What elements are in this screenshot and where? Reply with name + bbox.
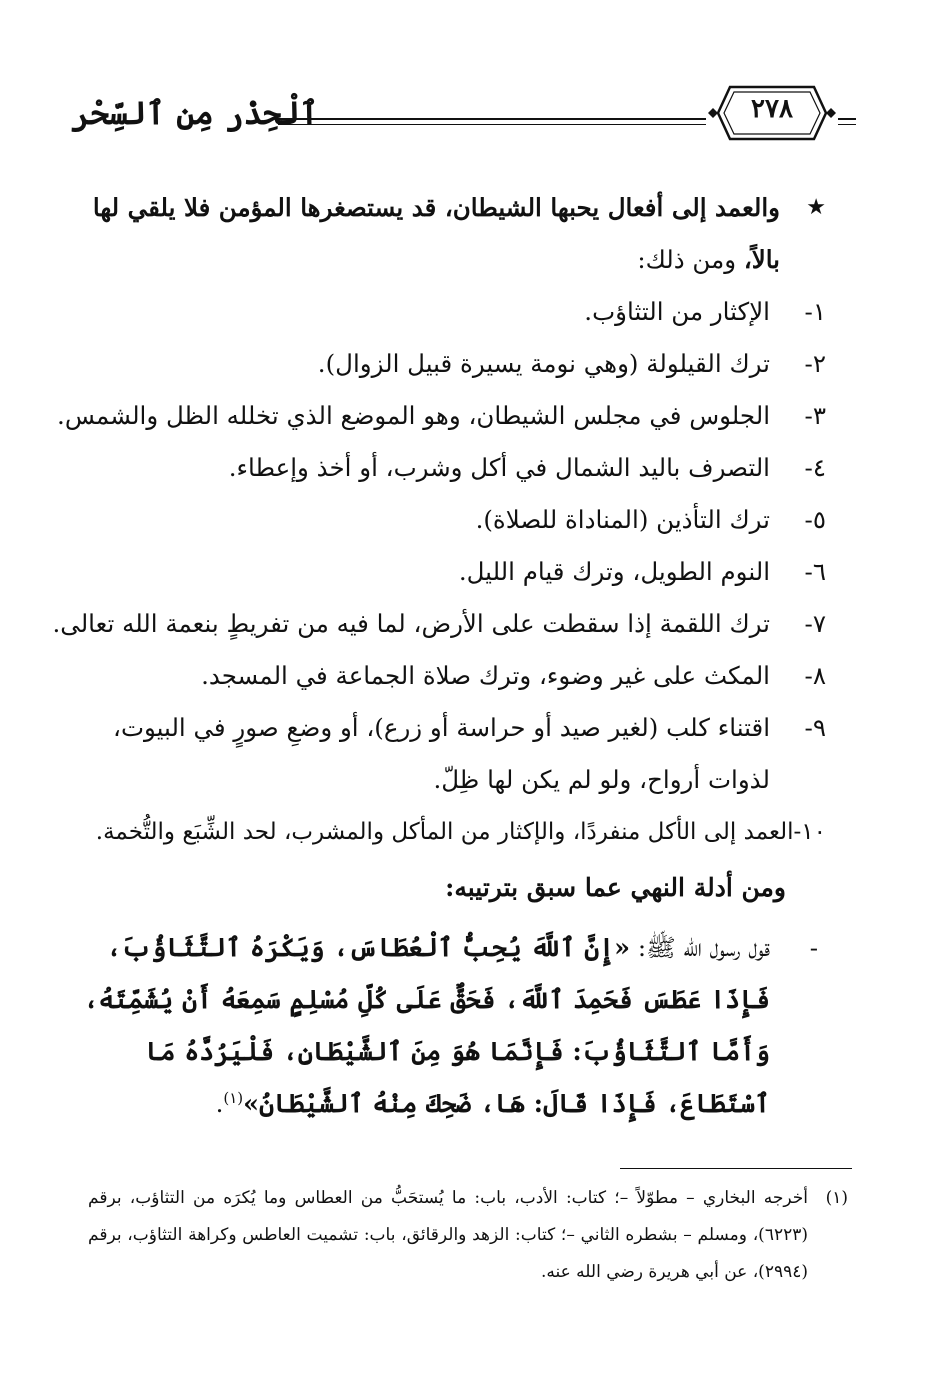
- footnote: [88, 1180, 848, 1291]
- hadith-intro: قول رسول الله ﷺ:: [630, 933, 770, 962]
- items-list: [52, 286, 826, 858]
- footnote-text: أخرجه البخاري – مطوّلاً –؛ كتاب: الأدب، باب: ما يُستحَبُّ من العطاس وما يُكرَه من التثاؤب، برقم (٦٢٢٣)، ومسلم – بشطره الثاني –؛ كتاب: الزهد والرقائق، باب: تشميت العاطس وكراهة التثاؤب، برقم (٢٩٩٤)، عن أبي هريرة رضي الله عنه.: [88, 1188, 808, 1282]
- list-item: ١٠-العمد إلى الأكل منفردًا، والإكثار من المأكل والمشرب، لحد الشِّبَع والتُّخمة.: [95, 819, 826, 845]
- list-item: ٩- اقتناء كلب (لغير صيد أو حراسة أو زرع)، أو وضعِ صورٍ في البيوت، لذوات أرواح، ولو لم يكن لها ظِلّ.: [113, 713, 826, 794]
- evidence-heading: ومن أدلة النهي عما سبق بترتيبه:: [445, 873, 786, 902]
- hadith-end: .: [215, 1089, 224, 1118]
- list-item: ٦- النوم الطويل، وترك قيام الليل.: [458, 557, 826, 586]
- list-item: ٨- المكث على غير وضوء، وترك صلاة الجماعة في المسجد.: [201, 661, 826, 690]
- star-icon: ★: [806, 195, 826, 220]
- hadith-paragraph: [78, 922, 826, 1130]
- running-title: ٱلْحِذْر مِن ٱلسِّحْر: [71, 94, 319, 132]
- list-item: ١- الإكثار من التثاؤب.: [584, 297, 826, 326]
- list-item: ٥- ترك التأذين (المناداة للصلاة).: [475, 505, 826, 534]
- footnote-number: (١): [825, 1188, 848, 1208]
- list-item: ٧- ترك اللقمة إذا سقطت على الأرض، لما فيه من تفريطٍ بنعمة الله تعالى.: [52, 609, 826, 638]
- intro-bold-text: والعمد إلى أفعال يحبها الشيطان، قد يستصغرها المؤمن فلا يلقي لها بالاً،: [92, 193, 780, 274]
- footnote-divider: [620, 1168, 852, 1169]
- intro-paragraph: [78, 182, 826, 286]
- hadith-quote: «إِنَّ ٱللَّهَ يُحِبُّ ٱلْعُطَاسَ، وَيَكْرَهُ ٱلتَّثَاؤُبَ، فَإِذَا عَطَسَ فَحَمِدَ ٱللَّهَ، فَحَقٌّ عَلَى كُلِّ مُسْلِمٍ سَمِعَهُ أَنْ يُشَمِّتَهُ، وَأَمَّا ٱلتَّثَاؤُبَ: فَإِنَّمَا هُوَ مِنَ ٱلشَّيْطَانِ، فَلْيَرُدَّهُ مَا ٱسْتَطَاعَ، فَإِذَا قَالَ: هَا، ضَحِكَ مِنْهُ ٱلشَّيْطَانُ»: [83, 933, 770, 1119]
- page-header: [60, 72, 855, 162]
- list-item: ٢- ترك القيلولة (وهي نومة يسيرة قبيل الزوال).: [317, 349, 826, 378]
- hadith-dash: -: [809, 933, 818, 962]
- list-item: ٤- التصرف باليد الشمال في أكل وشرب، أو أخذ وإعطاء.: [228, 453, 826, 482]
- main-text: [52, 182, 826, 1130]
- list-item: ٣- الجلوس في مجلس الشيطان، وهو الموضع الذي تخلله الظل والشمس.: [57, 401, 826, 430]
- page-number-frame: [708, 84, 836, 142]
- header-rule-left: [278, 118, 706, 125]
- header-rule-right: [838, 118, 856, 125]
- footnote-reference[interactable]: (١): [223, 1088, 244, 1107]
- intro-rest-text: ومن ذلك:: [637, 245, 744, 274]
- page-number: ٢٧٨: [751, 94, 793, 124]
